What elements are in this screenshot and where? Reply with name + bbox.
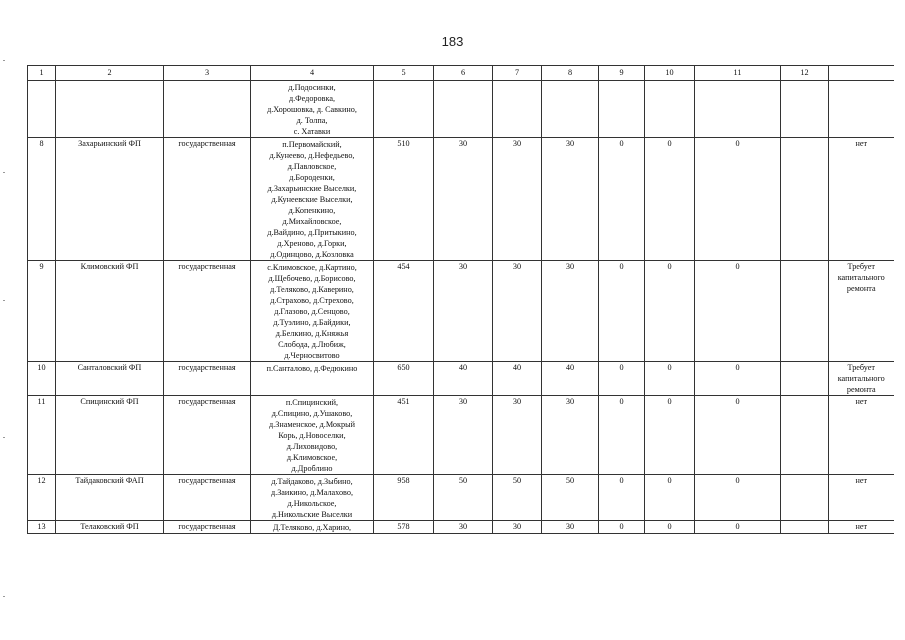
- cell-col7: 40: [493, 362, 542, 396]
- cell-ownership: государственная: [164, 521, 251, 534]
- table-body: [28, 66, 894, 534]
- settlement-line: п.Санталово, д.Федюкино: [266, 364, 358, 373]
- cell-col7: [493, 81, 542, 138]
- cell-num: 12: [28, 475, 56, 521]
- column-number-8: 8: [542, 66, 599, 81]
- settlement-line: д.Кунеево, д.Нефедьево,: [269, 151, 355, 160]
- table-row: [28, 521, 894, 534]
- settlement-line: д.Бороденки,: [289, 173, 335, 182]
- cell-col12: [781, 521, 829, 534]
- cell-col9: [599, 81, 645, 138]
- note-line: нет: [855, 476, 868, 485]
- settlement-line: д. Толпа,: [296, 116, 328, 125]
- cell-col5: 510: [374, 138, 434, 261]
- cell-col11: [695, 81, 781, 138]
- cell-ownership: государственная: [164, 475, 251, 521]
- table-row: [28, 362, 894, 396]
- cell-col12: [781, 81, 829, 138]
- cell-col11: 0: [695, 521, 781, 534]
- column-number-7: 7: [493, 66, 542, 81]
- cell-ownership: государственная: [164, 261, 251, 362]
- settlement-line: с. Хатавки: [293, 127, 331, 136]
- settlement-line: д.Климовское,: [286, 453, 338, 462]
- settlement-line: д.Федоровка,: [288, 94, 336, 103]
- settlement-line: д.Кунеевские Выселки,: [271, 195, 353, 204]
- cell-ownership: государственная: [164, 138, 251, 261]
- note-line: Требует: [847, 262, 875, 271]
- settlement-line: д.Дроблино: [291, 464, 333, 473]
- table-row: [28, 138, 894, 261]
- binding-mark: [3, 437, 5, 438]
- settlement-line: д.Страхово, д.Стрехово,: [270, 296, 354, 305]
- settlement-line: д.Спицино, д.Ушаково,: [271, 409, 353, 418]
- cell-name: Телаковский ФП: [56, 521, 164, 534]
- cell-col10: 0: [645, 396, 695, 475]
- cell-col6: [434, 81, 493, 138]
- cell-note: [829, 138, 894, 261]
- cell-col6: 30: [434, 138, 493, 261]
- settlement-line: д.Теляково, д.Каверино,: [270, 285, 354, 294]
- cell-col10: [645, 81, 695, 138]
- note-line: нет: [855, 522, 868, 531]
- cell-name: Климовский ФП: [56, 261, 164, 362]
- note-line: ремонта: [846, 385, 876, 394]
- column-number-3: 3: [164, 66, 251, 81]
- column-number-2: 2: [56, 66, 164, 81]
- cell-ownership: [164, 81, 251, 138]
- cell-col12: [781, 362, 829, 396]
- cell-col6: 30: [434, 521, 493, 534]
- cell-col11: 0: [695, 362, 781, 396]
- cell-col5: [374, 81, 434, 138]
- settlement-line: д.Черносвитово: [284, 351, 340, 360]
- cell-col10: 0: [645, 362, 695, 396]
- cell-name: Спицинский ФП: [56, 396, 164, 475]
- settlement-line: д.Тайдаково, д.Зыбино,: [271, 477, 353, 486]
- binding-mark: [3, 300, 5, 301]
- cell-col6: 30: [434, 396, 493, 475]
- binding-mark: [3, 60, 5, 61]
- column-number-13: [829, 66, 894, 81]
- cell-settlements: [251, 261, 374, 362]
- note-line: ремонта: [846, 284, 876, 293]
- note-line: капитального: [837, 273, 885, 282]
- cell-col8: 40: [542, 362, 599, 396]
- settlement-line: д.Никольские Выселки: [271, 510, 353, 519]
- cell-col8: 50: [542, 475, 599, 521]
- cell-settlements: [251, 362, 374, 396]
- cell-note: [829, 521, 894, 534]
- cell-note: [829, 362, 894, 396]
- cell-col6: 30: [434, 261, 493, 362]
- cell-settlements: [251, 475, 374, 521]
- cell-col6: 40: [434, 362, 493, 396]
- cell-col8: 30: [542, 521, 599, 534]
- settlement-line: д.Щебочево, д.Борисово,: [268, 274, 356, 283]
- cell-col8: 30: [542, 138, 599, 261]
- cell-num: 10: [28, 362, 56, 396]
- column-number-9: 9: [599, 66, 645, 81]
- cell-col9: 0: [599, 396, 645, 475]
- cell-col12: [781, 138, 829, 261]
- note-line: Требует: [847, 363, 875, 372]
- settlement-line: Д.Теляково, д.Харино,: [272, 523, 352, 532]
- settlement-line: д.Вайдино, д.Притыкино,: [267, 228, 357, 237]
- cell-col12: [781, 261, 829, 362]
- cell-name: [56, 81, 164, 138]
- cell-settlements: [251, 521, 374, 534]
- cell-col5: 454: [374, 261, 434, 362]
- cell-col9: 0: [599, 261, 645, 362]
- column-number-4: 4: [251, 66, 374, 81]
- cell-note: [829, 81, 894, 138]
- settlement-line: п.Спицинский,: [285, 398, 339, 407]
- settlement-line: д.Никольское,: [287, 499, 337, 508]
- cell-col10: 0: [645, 138, 695, 261]
- cell-num: 8: [28, 138, 56, 261]
- cell-settlements: [251, 81, 374, 138]
- settlement-line: д.Заикино, д.Малахово,: [270, 488, 353, 497]
- cell-note: [829, 396, 894, 475]
- settlement-line: д.Туэлино, д.Байдики,: [273, 318, 351, 327]
- settlement-line: д.Глазово, д.Сенцово,: [274, 307, 350, 316]
- cell-settlements: [251, 138, 374, 261]
- cell-num: [28, 81, 56, 138]
- cell-col9: 0: [599, 475, 645, 521]
- cell-num: 13: [28, 521, 56, 534]
- settlement-line: д.Лиховидово,: [286, 442, 338, 451]
- cell-col5: 578: [374, 521, 434, 534]
- cell-col8: [542, 81, 599, 138]
- cell-col10: 0: [645, 261, 695, 362]
- cell-num: 11: [28, 396, 56, 475]
- settlement-line: Слобода, д.Любиж,: [278, 340, 346, 349]
- binding-mark: [3, 172, 5, 173]
- settlement-line: д.Захарьинские Выселки,: [267, 184, 357, 193]
- cell-name: Тайдаковский ФАП: [56, 475, 164, 521]
- cell-col11: 0: [695, 475, 781, 521]
- cell-col9: 0: [599, 362, 645, 396]
- cell-name: Захарьинский ФП: [56, 138, 164, 261]
- settlement-line: д.Михайловское,: [282, 217, 342, 226]
- cell-col7: 30: [493, 521, 542, 534]
- note-line: нет: [855, 139, 868, 148]
- cell-col11: 0: [695, 261, 781, 362]
- settlement-line: Корь, д.Новоселки,: [278, 431, 346, 440]
- cell-col8: 30: [542, 261, 599, 362]
- settlement-line: д.Знаменское, д.Мокрый: [269, 420, 355, 429]
- note-line: нет: [855, 397, 868, 406]
- binding-mark: [3, 596, 5, 597]
- cell-col10: 0: [645, 475, 695, 521]
- cell-col6: 50: [434, 475, 493, 521]
- facilities-table: [27, 65, 894, 534]
- column-number-5: 5: [374, 66, 434, 81]
- cell-col9: 0: [599, 521, 645, 534]
- cell-col12: [781, 396, 829, 475]
- cell-col11: 0: [695, 138, 781, 261]
- cell-col7: 50: [493, 475, 542, 521]
- column-number-11: 11: [695, 66, 781, 81]
- note-line: капитального: [837, 374, 885, 383]
- settlement-line: д.Подосинки,: [288, 83, 336, 92]
- cell-ownership: государственная: [164, 362, 251, 396]
- column-number-10: 10: [645, 66, 695, 81]
- table-row: [28, 396, 894, 475]
- table-row: [28, 261, 894, 362]
- cell-note: [829, 475, 894, 521]
- column-number-6: 6: [434, 66, 493, 81]
- settlement-line: д.Белкино, д.Княжья: [275, 329, 349, 338]
- settlement-line: д.Хреново, д.Горки,: [277, 239, 347, 248]
- settlement-line: д.Копенкино,: [288, 206, 336, 215]
- column-number-row: [28, 66, 894, 81]
- cell-col10: 0: [645, 521, 695, 534]
- column-number-1: 1: [28, 66, 56, 81]
- settlement-line: д.Одинцово, д.Козловка: [270, 250, 354, 259]
- table-row: [28, 475, 894, 521]
- cell-num: 9: [28, 261, 56, 362]
- cell-col7: 30: [493, 261, 542, 362]
- cell-ownership: государственная: [164, 396, 251, 475]
- cell-col7: 30: [493, 138, 542, 261]
- cell-col5: 650: [374, 362, 434, 396]
- cell-settlements: [251, 396, 374, 475]
- cell-col7: 30: [493, 396, 542, 475]
- cell-col11: 0: [695, 396, 781, 475]
- settlement-line: с.Климовское, д.Картино,: [267, 263, 357, 272]
- page-number: 183: [441, 34, 464, 49]
- cell-note: [829, 261, 894, 362]
- cell-col12: [781, 475, 829, 521]
- cell-col5: 958: [374, 475, 434, 521]
- column-number-12: 12: [781, 66, 829, 81]
- settlement-line: д.Павловское,: [287, 162, 337, 171]
- cell-col9: 0: [599, 138, 645, 261]
- cell-col5: 451: [374, 396, 434, 475]
- cell-name: Санталовский ФП: [56, 362, 164, 396]
- cell-col8: 30: [542, 396, 599, 475]
- continuation-row: [28, 81, 894, 138]
- settlement-line: д.Хорошовка, д. Савкино,: [267, 105, 357, 114]
- settlement-line: п.Первомайский,: [282, 140, 342, 149]
